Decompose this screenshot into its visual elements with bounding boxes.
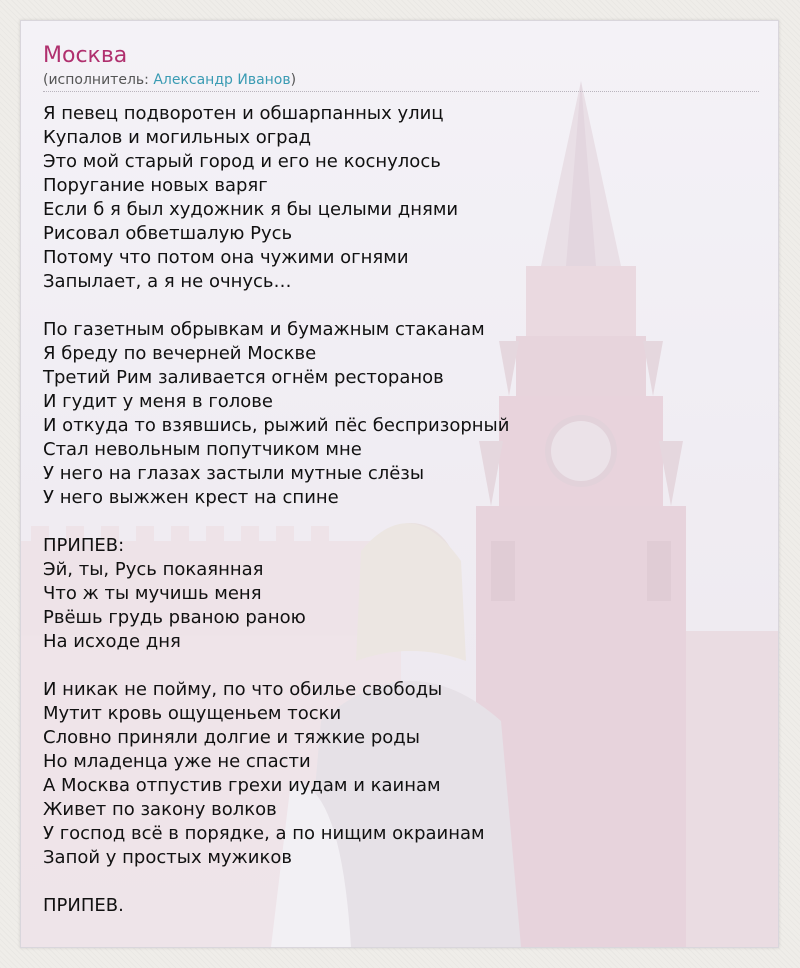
lyric-line: ПРИПЕВ. bbox=[43, 895, 124, 916]
lyric-line: Это мой старый город и его не коснулось bbox=[43, 151, 441, 172]
stanza bbox=[43, 102, 763, 294]
lyric-line: ПРИПЕВ: bbox=[43, 535, 125, 556]
lyric-line: И откуда то взявшись, рыжий пёс беспризорный bbox=[43, 415, 510, 436]
lyric-line: Третий Рим заливается огнём ресторанов bbox=[43, 367, 444, 388]
lyric-line: По газетным обрывкам и бумажным стаканам bbox=[43, 319, 485, 340]
lyric-line: А Москва отпустив грехи иудам и каинам bbox=[43, 775, 441, 796]
lyric-line: Купалов и могильных оград bbox=[43, 127, 312, 148]
lyric-line: Запой у простых мужиков bbox=[43, 847, 292, 868]
lyric-line: И никак не пойму, по что обилье свободы bbox=[43, 679, 443, 700]
lyric-line: Поругание новых варяг bbox=[43, 175, 268, 196]
lyric-line: Рисовал обветшалую Русь bbox=[43, 223, 293, 244]
lyric-line: Если б я был художник я бы целыми днями bbox=[43, 199, 459, 220]
lyric-line: У господ всё в порядке, а по нищим окраинам bbox=[43, 823, 485, 844]
lyric-line: У него выжжен крест на спине bbox=[43, 487, 339, 508]
performer-suffix: ) bbox=[290, 72, 297, 88]
lyric-line: Мутит кровь ощущеньем тоски bbox=[43, 703, 342, 724]
title-divider bbox=[43, 91, 759, 92]
song-content bbox=[43, 21, 763, 918]
stanza-gap bbox=[43, 294, 763, 318]
lyric-line: Словно приняли долгие и тяжкие роды bbox=[43, 727, 420, 748]
lyric-line: Потому что потом она чужими огнями bbox=[43, 247, 409, 268]
lyric-line: Рвёшь грудь рваною раною bbox=[43, 607, 306, 628]
lyric-line: Запылает, а я не очнусь… bbox=[43, 271, 292, 292]
stanza bbox=[43, 678, 763, 870]
lyric-line: Живет по закону волков bbox=[43, 799, 277, 820]
lyric-line: Что ж ты мучишь меня bbox=[43, 583, 262, 604]
chorus-stanza bbox=[43, 534, 763, 654]
lyrics-card bbox=[20, 20, 779, 948]
performer-line bbox=[43, 70, 763, 90]
lyric-line: Эй, ты, Русь покаянная bbox=[43, 559, 264, 580]
performer-link[interactable]: Александр Иванов bbox=[153, 72, 291, 88]
lyric-line: Стал невольным попутчиком мне bbox=[43, 439, 362, 460]
lyric-line: У него на глазах застыли мутные слёзы bbox=[43, 463, 425, 484]
stanza bbox=[43, 318, 763, 510]
lyric-line: Я певец подворотен и обшарпанных улиц bbox=[43, 103, 444, 124]
lyric-line: Но младенца уже не спасти bbox=[43, 751, 311, 772]
chorus-reference bbox=[43, 894, 763, 918]
performer-prefix: (исполнитель: bbox=[43, 72, 154, 88]
stanza-gap bbox=[43, 870, 763, 894]
song-title: Москва bbox=[43, 43, 128, 68]
lyric-line: Я бреду по вечерней Москве bbox=[43, 343, 317, 364]
stanza-gap bbox=[43, 510, 763, 534]
lyrics-text bbox=[43, 102, 763, 918]
stanza-gap bbox=[43, 654, 763, 678]
lyric-line: И гудит у меня в голове bbox=[43, 391, 273, 412]
lyric-line: На исходе дня bbox=[43, 631, 181, 652]
